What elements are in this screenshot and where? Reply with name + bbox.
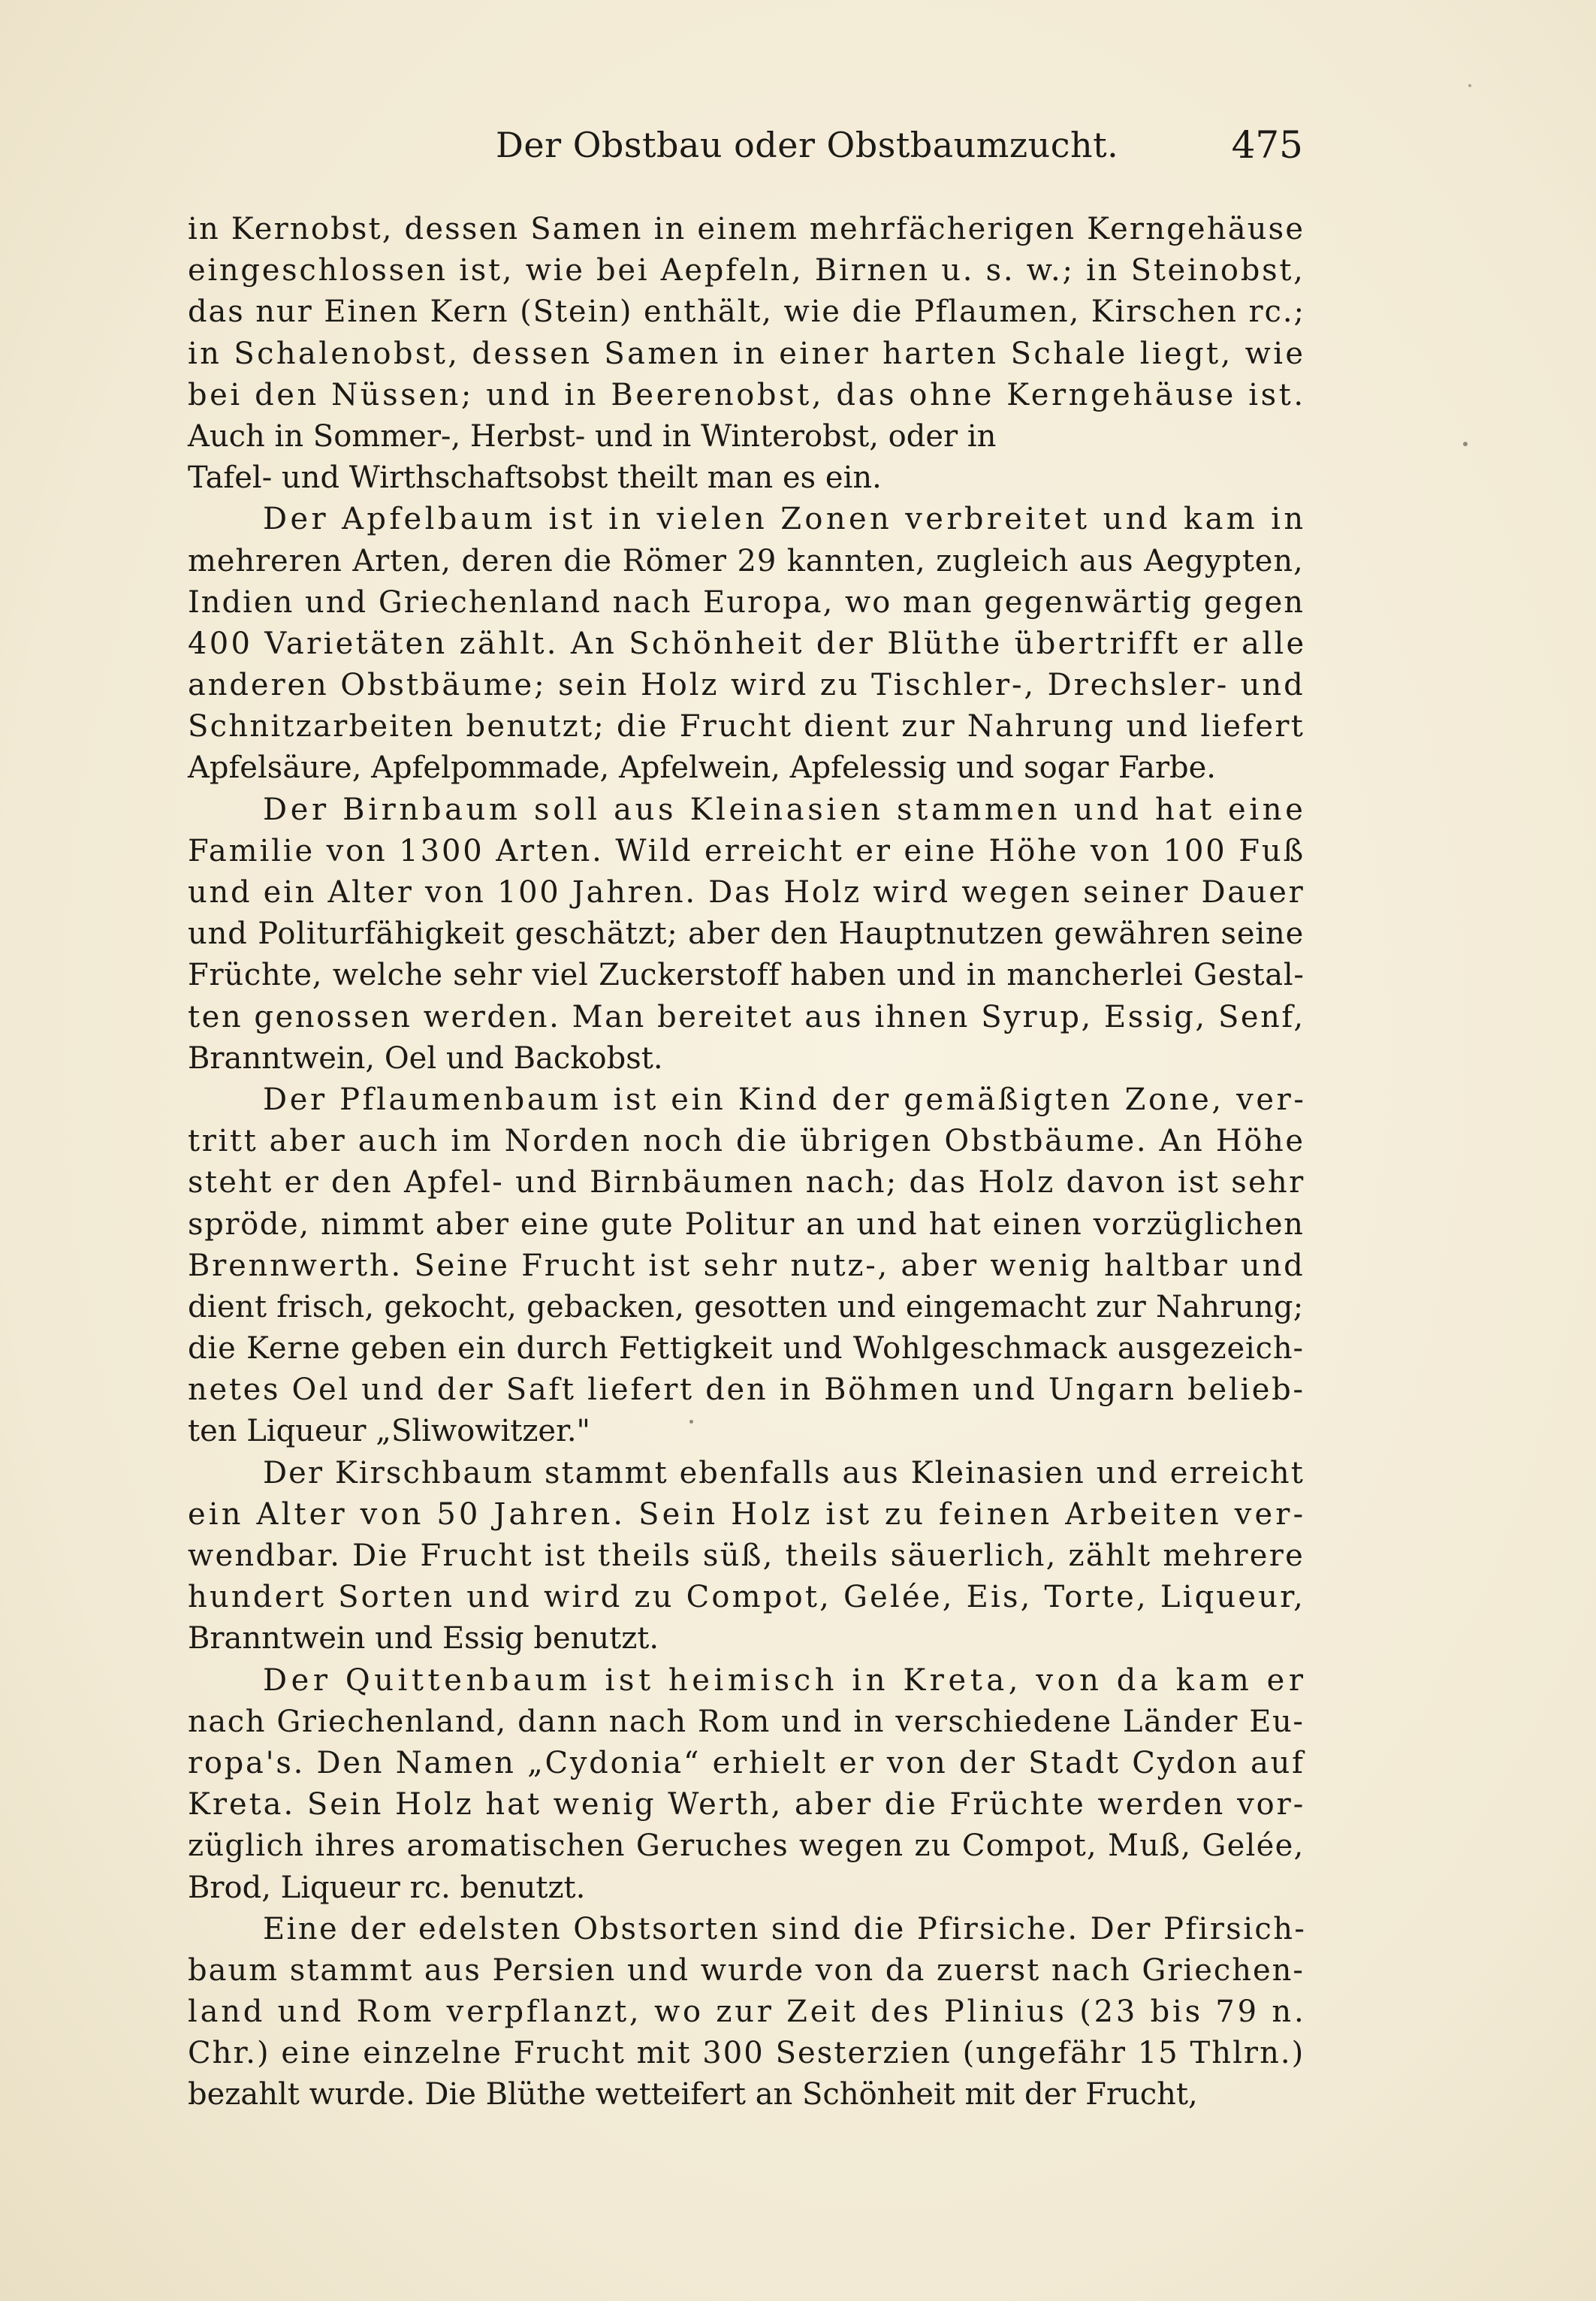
text-line: bezahlt wurde. Die Blüthe wetteifert an Schönheit mit der Frucht,	[188, 2077, 1198, 2112]
text-line: steht er den Apfel- und Birnbäumen nach; das Holz davon ist sehr	[188, 1165, 1305, 1200]
text-line: Familie von 1300 Arten. Wild erreicht er eine Höhe von 100 Fuß	[188, 833, 1306, 868]
text-line: Auch in Sommer-, Herbst- und in Winterobst, oder in	[188, 418, 997, 454]
text-line: Branntwein und Essig benutzt.	[188, 1621, 659, 1656]
text-line: mehreren Arten, deren die Römer 29 kannten, zugleich aus Aegypten,	[188, 543, 1304, 578]
text-line: tritt aber auch im Norden noch die übrigen Obstbäume. An Höhe	[188, 1124, 1305, 1159]
text-line: netes Oel und der Saft liefert den in Böhmen und Ungarn belieb-	[188, 1372, 1305, 1408]
page-number: 475	[1231, 123, 1303, 167]
text-line: das nur Einen Kern (Stein) enthält, wie die Pflaumen, Kirschen rc.;	[188, 294, 1305, 330]
paragraph-start-line: Der Pflaumenbaum ist ein Kind der gemäßigten Zone, ver-	[263, 1082, 1307, 1117]
text-line: Indien und Griechenland nach Europa, wo man gegenwärtig gegen	[188, 584, 1305, 620]
paragraph-start-line: Eine der edelsten Obstsorten sind die Pfirsiche. Der Pfirsich-	[263, 1911, 1307, 1946]
text-line: Früchte, welche sehr viel Zuckerstoff haben und in mancherlei Gestal-	[188, 958, 1305, 993]
text-line: und ein Alter von 100 Jahren. Das Holz wird wegen seiner Dauer	[188, 875, 1305, 910]
text-line: die Kerne geben ein durch Fettigkeit und Wohlgeschmack ausgezeich-	[188, 1331, 1304, 1366]
text-line: hundert Sorten und wird zu Compot, Gelée, Eis, Torte, Liqueur,	[188, 1580, 1306, 1615]
paragraph-start-line: Der Quittenbaum ist heimisch in Kreta, von da kam er	[263, 1662, 1308, 1698]
text-line: ten Liqueur „Sliwowitzer."	[188, 1414, 590, 1449]
running-head: Der Obstbau oder Obstbaumzucht.	[496, 125, 1119, 165]
text-line: Apfelsäure, Apfelpommade, Apfelwein, Apfelessig und sogar Farbe.	[188, 750, 1216, 786]
text-line: Tafel- und Wirthschaftsobst theilt man es ein.	[188, 461, 882, 496]
text-line: wendbar. Die Frucht ist theils süß, theils säuerlich, zählt mehrere	[188, 1539, 1305, 1573]
paragraph-start-line: Der Apfelbaum ist in vielen Zonen verbreitet und kam in	[263, 502, 1307, 537]
text-line: anderen Obstbäume; sein Holz wird zu Tischler-, Drechsler- und	[188, 668, 1305, 703]
paper-fleck	[689, 1420, 693, 1424]
text-line: nach Griechenland, dann nach Rom und in verschiedene Länder Eu-	[188, 1704, 1305, 1739]
text-line: dient frisch, gekocht, gebacken, gesotten und eingemacht zur Nahrung;	[188, 1289, 1304, 1324]
paper-fleck	[1468, 84, 1471, 87]
text-line: züglich ihres aromatischen Geruches wegen zu Compot, Muß, Gelée,	[188, 1828, 1305, 1864]
text-line: bei den Nüssen; und in Beerenobst, das ohne Kerngehäuse ist.	[188, 377, 1306, 412]
text-line: spröde, nimmt aber eine gute Politur an und hat einen vorzüglichen	[188, 1206, 1305, 1242]
text-line: Brod, Liqueur rc. benutzt.	[188, 1870, 586, 1905]
text-line: ein Alter von 50 Jahren. Sein Holz ist zu feinen Arbeiten ver-	[188, 1496, 1307, 1532]
text-line: in Kernobst, dessen Samen in einem mehrfächerigen Kerngehäuse	[188, 212, 1305, 246]
text-line: in Schalenobst, dessen Samen in einer harten Schale liegt, wie	[188, 336, 1306, 371]
text-line: ten genossen werden. Man bereitet aus ihnen Syrup, Essig, Senf,	[188, 999, 1305, 1034]
text-line: ropa's. Den Namen „Cydonia“ erhielt er von der Stadt Cydon auf	[188, 1745, 1305, 1780]
text-line: Chr.) eine einzelne Frucht mit 300 Sesterzien (ungefähr 15 Thlrn.)	[188, 2036, 1305, 2071]
text-line: Branntwein, Oel und Backobst.	[188, 1040, 663, 1076]
text-line: 400 Varietäten zählt. An Schönheit der Blüthe übertrifft er alle	[188, 626, 1307, 661]
paragraph-start-line: Der Kirschbaum stammt ebenfalls aus Kleinasien und erreicht	[263, 1455, 1305, 1490]
paragraph-start-line: Der Birnbaum soll aus Kleinasien stammen und hat eine	[263, 792, 1307, 827]
paper-fleck	[1463, 442, 1468, 446]
page-header	[188, 119, 1303, 171]
body-text	[188, 209, 1308, 2116]
text-line: land und Rom verpflanzt, wo zur Zeit des Plinius (23 bis 79 n.	[188, 1995, 1307, 2030]
text-line: Schnitzarbeiten benutzt; die Frucht dient zur Nahrung und liefert	[188, 709, 1305, 744]
text-line: baum stammt aus Persien und wurde von da zuerst nach Griechen-	[188, 1952, 1305, 1988]
text-line: Brennwerth. Seine Frucht ist sehr nutz-, aber wenig haltbar und	[188, 1248, 1305, 1283]
text-line: Kreta. Sein Holz hat wenig Werth, aber die Früchte werden vor-	[188, 1787, 1306, 1822]
text-line: und Politurfähigkeit geschätzt; aber den Hauptnutzen gewähren seine	[188, 916, 1305, 952]
text-line: eingeschlossen ist, wie bei Aepfeln, Birnen u. s. w.; in Steinobst,	[188, 253, 1305, 288]
